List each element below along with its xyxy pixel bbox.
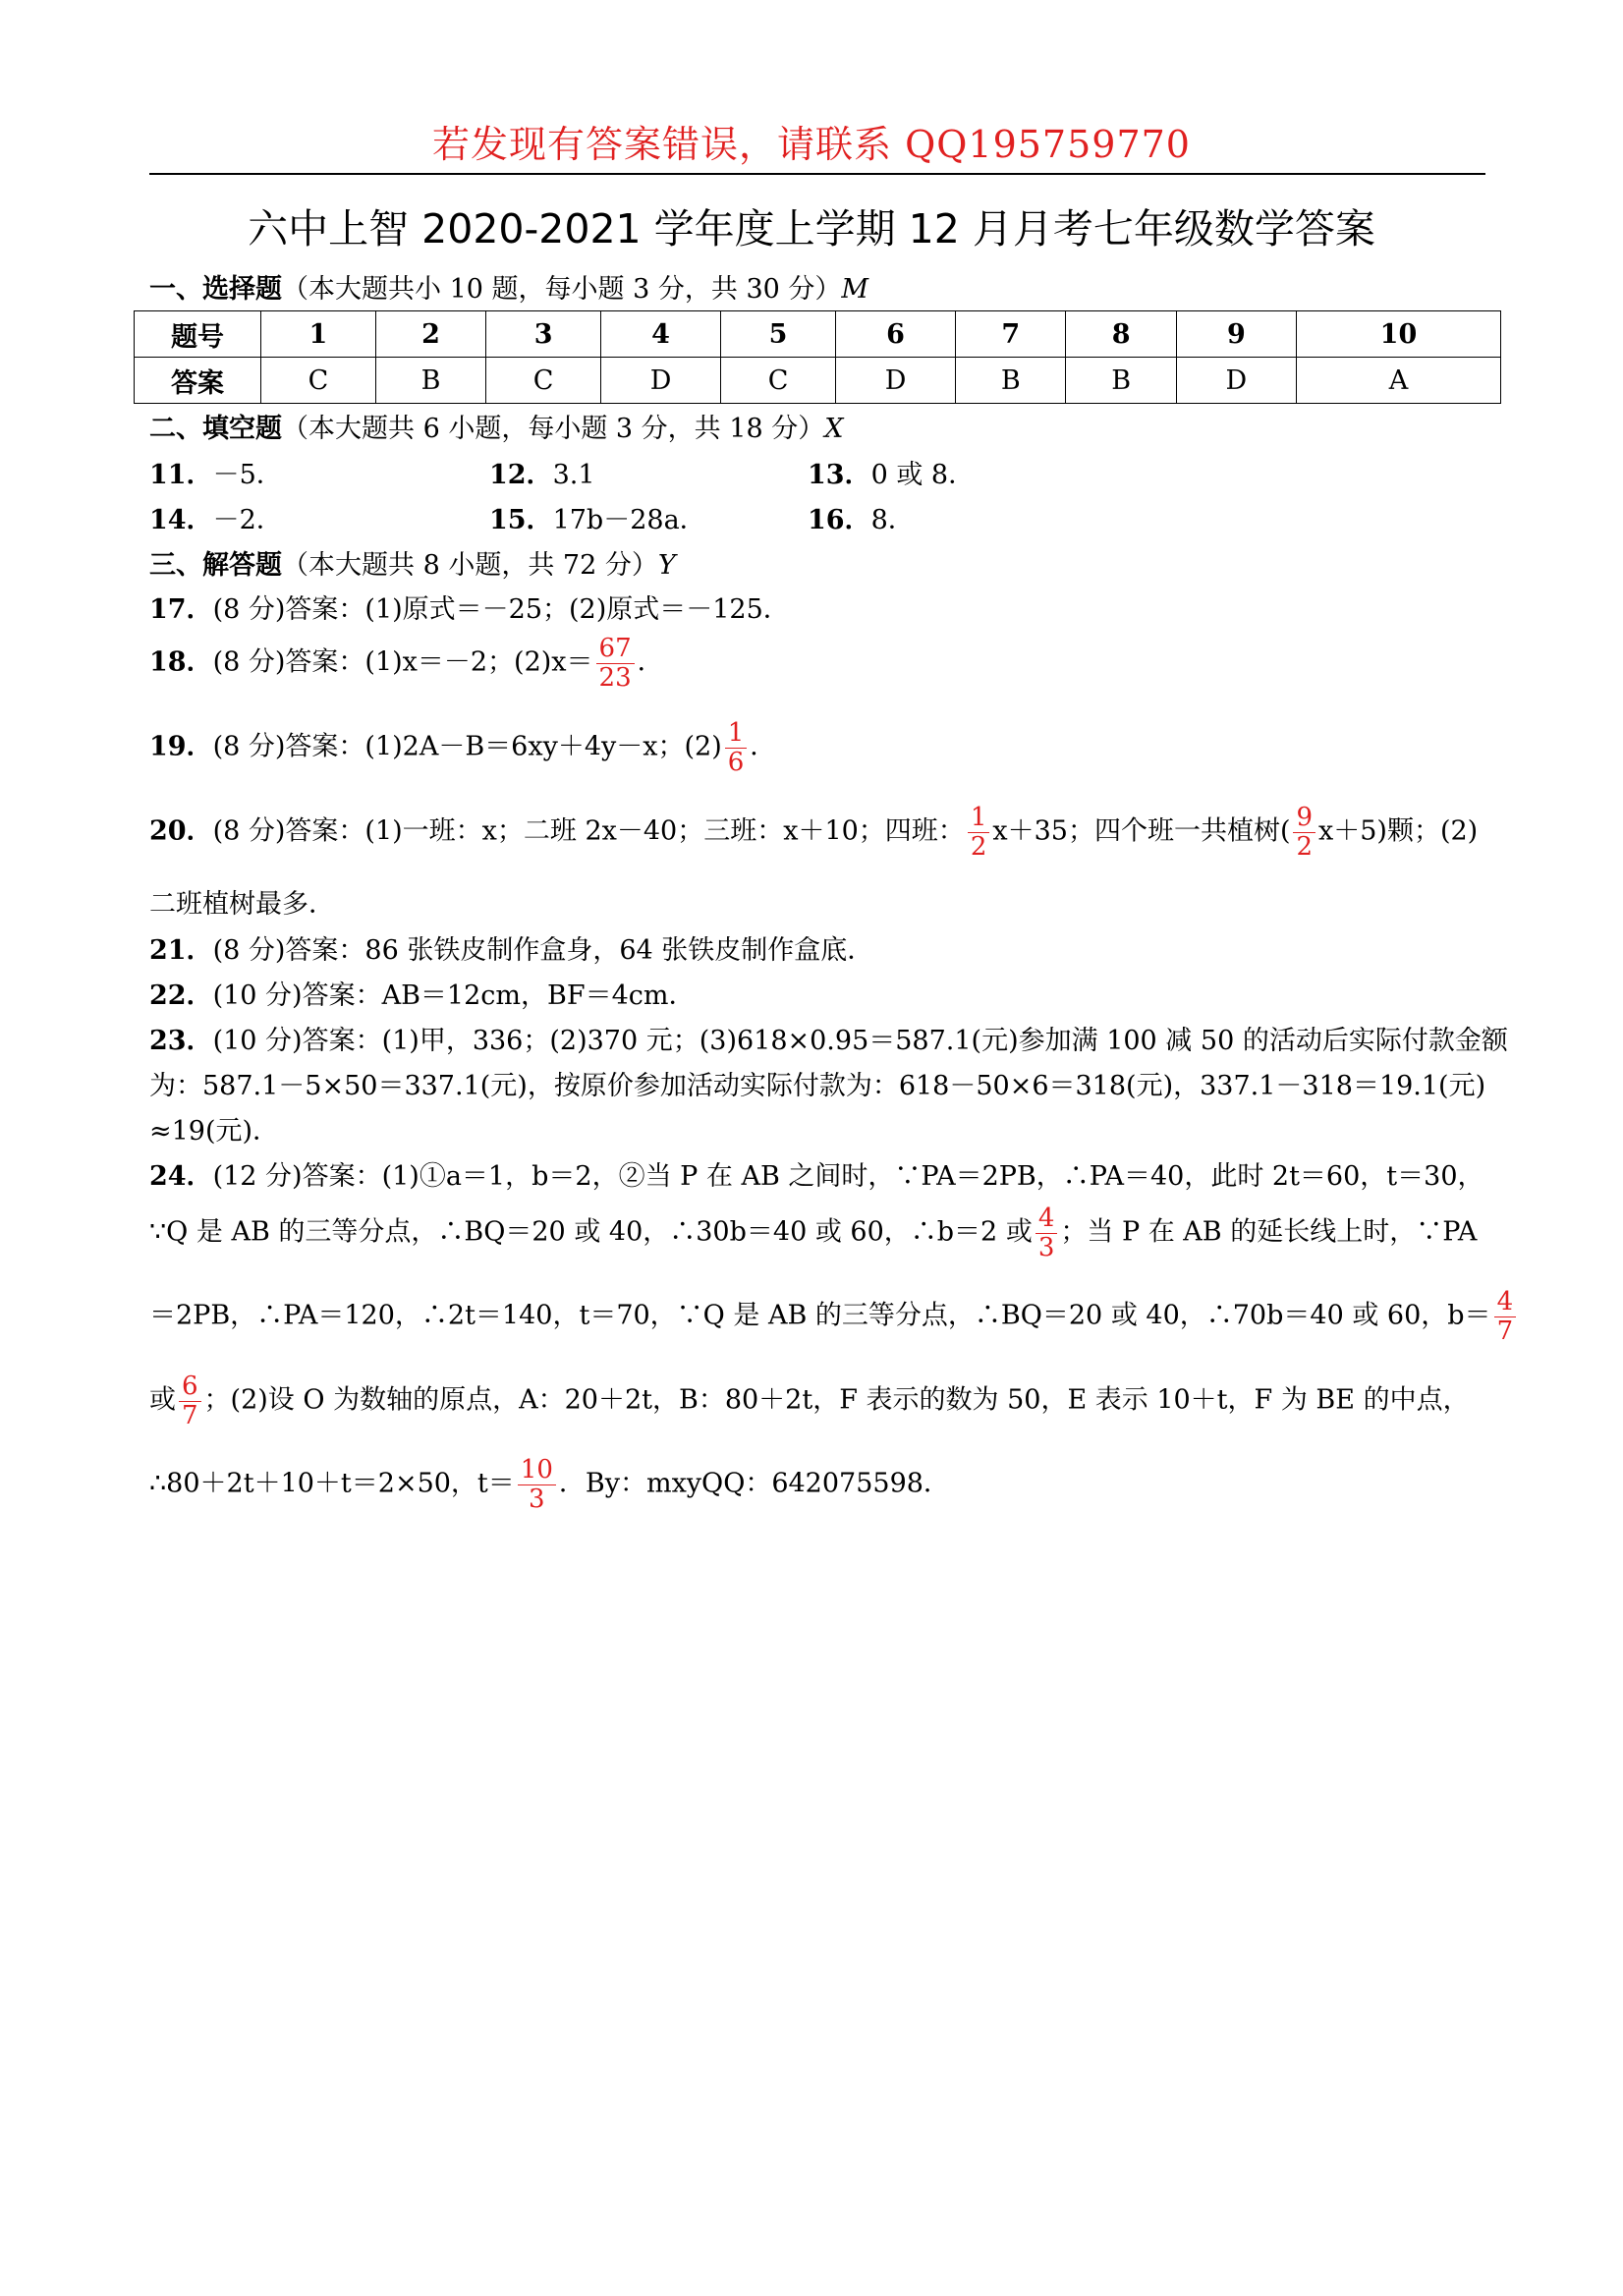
section-3-desc: （本大题共 8 小题，共 72 分）	[282, 550, 658, 581]
fill-item-11	[149, 453, 283, 491]
answer-24-line-4	[149, 1372, 1485, 1429]
question-number: 21．	[149, 935, 213, 966]
fraction-numerator: 1	[968, 804, 990, 833]
answer-18	[149, 635, 1485, 692]
fraction	[725, 719, 748, 776]
fraction-denominator: 2	[970, 831, 987, 862]
fraction-numerator: 4	[1494, 1288, 1517, 1317]
answer-text: ∵Q 是 AB 的三等分点，∴BQ＝20 或 40，∴30b＝40 或 60，∴b＝2 或	[149, 1216, 1033, 1248]
answer-text: (10 分)答案：(1)甲，336；(2)370 元；(3)618×0.95＝587.1(元)参加满 100 减 50 的活动后实际付款金额	[212, 1026, 1508, 1056]
section-2-desc: （本大题共 6 小题，每小题 3 分，共 18 分）	[282, 414, 825, 444]
question-number: 22．	[149, 980, 213, 1011]
section-1-desc: （本大题共小 10 题，每小题 3 分，共 30 分）	[282, 274, 842, 305]
fraction-denominator: 3	[1037, 1232, 1055, 1262]
question-number: 20．	[149, 815, 213, 847]
answer-text: ；当 P 在 AB 的延长线上时，∵PA	[1060, 1216, 1478, 1248]
answer-24	[149, 1154, 1485, 1193]
section-2-heading	[149, 407, 843, 445]
table-number-7: 7	[956, 311, 1066, 358]
fill-item-15	[489, 498, 706, 536]
table-number-3: 3	[486, 311, 601, 358]
answer-19	[149, 719, 1485, 776]
question-number: 19．	[149, 731, 213, 762]
table-number-4: 4	[601, 311, 721, 358]
answer-text: (8 分)答案：(1)x＝－2；(2)x＝	[212, 646, 593, 678]
fraction-denominator: 7	[182, 1400, 198, 1430]
fraction-numerator: 6	[179, 1372, 201, 1402]
answer-23-line-2: 为：587.1－5×50＝337.1(元)，按原价参加活动实际付款为：618－50×6＝318(元)，337.1－318＝19.1(元)	[149, 1071, 1486, 1101]
section-2-label: 二、填空题	[149, 414, 282, 444]
section-3-mark: Y	[657, 550, 676, 581]
error-report-notice: 若发现有答案错误，请联系 QQ195759770	[432, 123, 1191, 166]
answer-23-line-3: ≈19(元)．	[149, 1116, 280, 1147]
table-answer-6: D	[835, 358, 955, 404]
answer-text: ．By：mxyQQ：642075598．	[558, 1468, 950, 1499]
fill-num: 11．	[149, 460, 213, 490]
answer-text: (12 分)答案：(1)①a＝1，b＝2，②当 P 在 AB 之间时，∵PA＝2PB，∴PA＝40，此时 2t＝60，t＝30，	[212, 1161, 1484, 1192]
section-1-mark: M	[841, 274, 869, 305]
fraction	[518, 1456, 556, 1513]
fill-item-12	[489, 453, 595, 491]
table-answer-8: B	[1066, 358, 1176, 404]
table-answer-9: D	[1176, 358, 1296, 404]
table-number-2: 2	[375, 311, 485, 358]
fill-answer: 8．	[870, 505, 915, 535]
fraction-numerator: 9	[1293, 804, 1315, 833]
table-answer-2: B	[375, 358, 485, 404]
answer-24-line-5	[149, 1456, 1485, 1513]
answer-21	[149, 928, 1485, 967]
fraction-denominator: 3	[529, 1484, 545, 1514]
fill-num: 15．	[489, 505, 553, 535]
fill-num: 14．	[149, 505, 213, 535]
header-rule	[149, 173, 1485, 175]
fill-answer: 17b－28a．	[552, 505, 706, 535]
answer-text: (8 分)答案：(1)一班：x；二班 2x－40；三班：x＋10；四班：	[212, 815, 965, 847]
fill-answer: 0 或 8．	[870, 460, 976, 490]
answer-text: (8 分)答案：(1)2A－B＝6xy＋4y－x；(2)	[212, 731, 722, 762]
fraction-numerator: 67	[596, 635, 635, 664]
fraction-denominator: 2	[1296, 831, 1314, 862]
answer-text: ；(2)设 O 为数轴的原点，A：20＋2t，B：80＋2t，F 表示的数为 50，E 表示 10＋t，F 为 BE 的中点，	[203, 1384, 1470, 1416]
section-3-heading	[149, 543, 676, 582]
question-number: 24．	[149, 1161, 213, 1192]
fraction-denominator: 7	[1496, 1316, 1514, 1346]
answer-text: ∴80＋2t＋10＋t＝2×50，t＝	[149, 1468, 515, 1499]
fraction-denominator: 6	[727, 747, 745, 777]
fill-item-14	[149, 498, 283, 536]
fill-num: 13．	[808, 460, 871, 490]
table-number-6: 6	[835, 311, 955, 358]
section-1-heading	[149, 267, 868, 306]
fraction	[179, 1372, 201, 1429]
answer-text: (10 分)答案：AB＝12cm，BF＝4cm．	[212, 980, 696, 1011]
fraction-numerator: 1	[725, 719, 748, 749]
fill-num: 12．	[489, 460, 553, 490]
question-number: 18．	[149, 646, 213, 678]
table-answer-5: C	[721, 358, 836, 404]
table-number-5: 5	[721, 311, 836, 358]
table-answer-label: 答案	[135, 358, 261, 404]
fill-answer: 3.1	[552, 460, 595, 490]
fraction	[1494, 1288, 1517, 1345]
table-number-8: 8	[1066, 311, 1176, 358]
table-number-1: 1	[261, 311, 376, 358]
choice-answer-table	[134, 310, 1501, 404]
answer-22	[149, 974, 1485, 1012]
page-title: 六中上智 2020-2021 学年度上学期 12 月月考七年级数学答案	[248, 205, 1375, 252]
fraction-numerator: 10	[518, 1456, 556, 1485]
table-answer-row	[135, 358, 1501, 404]
fill-answer: －5．	[212, 460, 283, 490]
answer-20	[149, 804, 1485, 861]
section-2-mark: X	[824, 414, 844, 444]
fill-item-16	[808, 498, 915, 536]
table-answer-1: C	[261, 358, 376, 404]
answer-text: ．	[637, 646, 664, 678]
answer-23	[149, 1019, 1508, 1057]
fraction	[1293, 804, 1315, 861]
fill-item-13	[808, 453, 975, 491]
answer-text: 或	[149, 1384, 176, 1416]
fraction-denominator: 23	[598, 662, 632, 693]
table-head-label: 题号	[135, 311, 261, 358]
answer-24-line-2	[149, 1204, 1485, 1261]
table-header-row	[135, 311, 1501, 358]
question-number: 23．	[149, 1026, 213, 1056]
answer-text: (8 分)答案：86 张铁皮制作盒身，64 张铁皮制作盒底．	[212, 935, 874, 966]
table-answer-7: B	[956, 358, 1066, 404]
table-answer-3: C	[486, 358, 601, 404]
answer-text: ．	[750, 731, 777, 762]
fraction	[1035, 1204, 1058, 1261]
answer-24-line-3	[149, 1287, 1514, 1346]
question-number: 17．	[149, 594, 213, 625]
section-3-label: 三、解答题	[149, 550, 282, 581]
fill-num: 16．	[808, 505, 871, 535]
answer-17	[149, 588, 1485, 626]
answer-text: x＋5)颗；(2)	[1318, 815, 1479, 847]
answer-text: x＋35；四个班一共植树(	[992, 815, 1291, 847]
fraction	[968, 804, 990, 861]
answer-text: (8 分)答案：(1)原式＝－25；(2)原式＝－125．	[212, 594, 790, 625]
table-answer-4: D	[601, 358, 721, 404]
section-1-label: 一、选择题	[149, 274, 282, 305]
fraction-numerator: 4	[1035, 1204, 1058, 1234]
fill-answer: －2．	[212, 505, 283, 535]
fraction	[596, 635, 635, 692]
table-answer-10: A	[1296, 358, 1500, 404]
table-number-10: 10	[1296, 311, 1500, 358]
table-number-9: 9	[1176, 311, 1296, 358]
answer-text: ＝2PB，∴PA＝120，∴2t＝140，t＝70，∵Q 是 AB 的三等分点，∴BQ＝20 或 40，∴70b＝40 或 60，b＝	[149, 1300, 1491, 1331]
answer-20-continued: 二班植树最多．	[149, 889, 335, 920]
